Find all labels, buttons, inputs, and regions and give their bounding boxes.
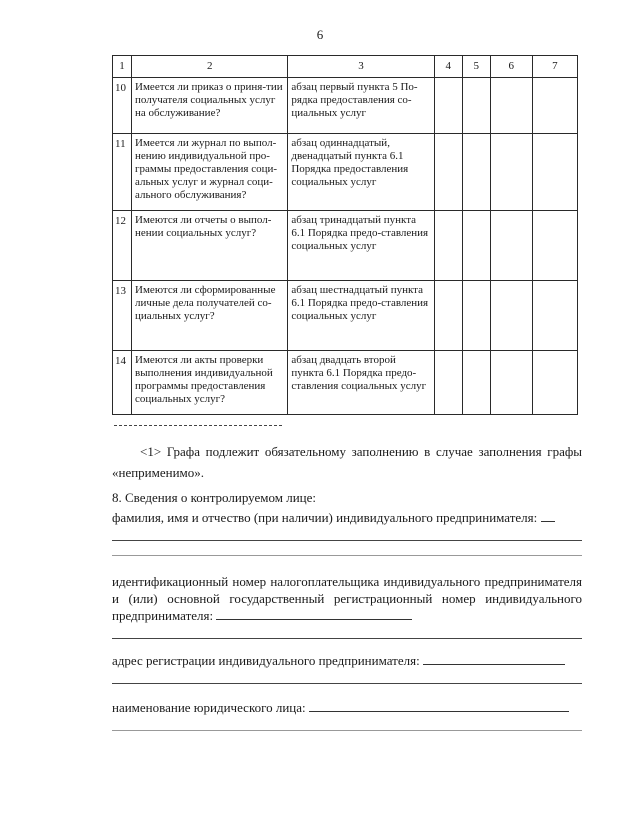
fio-blank-line[interactable] <box>112 526 582 541</box>
reference-cell: абзац одиннадцатый, двенадцатый пункта 6.1 Порядка предоставления социальных услуг <box>288 134 434 211</box>
address-field <box>112 652 582 684</box>
answer-cell-no[interactable] <box>462 78 490 134</box>
table-row <box>113 281 578 351</box>
legal-name-blank-line[interactable] <box>112 716 582 731</box>
answer-cell-yes[interactable] <box>434 78 462 134</box>
answer-cell-na[interactable] <box>490 351 532 415</box>
row-number: 14 <box>113 351 132 415</box>
answer-cell-yes[interactable] <box>434 211 462 281</box>
note-cell[interactable] <box>532 211 577 281</box>
table-row <box>113 78 578 134</box>
answer-cell-yes[interactable] <box>434 281 462 351</box>
address-blank-line[interactable] <box>112 669 582 684</box>
answer-cell-na[interactable] <box>490 281 532 351</box>
header-col-7: 7 <box>532 56 577 78</box>
question-cell: Имеются ли отчеты о выпол-нении социальных услуг? <box>132 211 288 281</box>
header-col-1: 1 <box>113 56 132 78</box>
answer-cell-no[interactable] <box>462 281 490 351</box>
row-number: 13 <box>113 281 132 351</box>
header-col-4: 4 <box>434 56 462 78</box>
header-col-2: 2 <box>132 56 288 78</box>
row-number: 11 <box>113 134 132 211</box>
reference-cell: абзац тринадцатый пункта 6.1 Порядка предо-ставления социальных услуг <box>288 211 434 281</box>
inn-label: идентификационный номер налогоплательщика индивидуального предпринимателя и (или) основной государственный регистрационный номер индивидуального предпринимателя: <box>112 574 582 623</box>
answer-cell-no[interactable] <box>462 211 490 281</box>
fio-blank-line[interactable] <box>112 541 582 556</box>
header-col-6: 6 <box>490 56 532 78</box>
answer-cell-na[interactable] <box>490 211 532 281</box>
page-number: 6 <box>316 27 324 42</box>
answer-cell-na[interactable] <box>490 134 532 211</box>
header-col-5: 5 <box>462 56 490 78</box>
legal-name-field <box>112 699 582 731</box>
table-row <box>113 134 578 211</box>
answer-cell-no[interactable] <box>462 134 490 211</box>
question-cell: Имеются ли акты проверки выполнения индивидуальной программы предоставления социальных услуг? <box>132 351 288 415</box>
note-cell[interactable] <box>532 281 577 351</box>
table-row <box>113 211 578 281</box>
address-input-line[interactable] <box>423 652 565 665</box>
answer-cell-yes[interactable] <box>434 134 462 211</box>
checklist-table <box>112 55 578 415</box>
question-cell: Имеются ли сформированные личные дела получателей со-циальных услуг? <box>132 281 288 351</box>
question-cell: Имеется ли приказ о приня-тии получателя социальных услуг на обслуживание? <box>132 78 288 134</box>
note-cell[interactable] <box>532 78 577 134</box>
header-col-3: 3 <box>288 56 434 78</box>
inn-field <box>112 573 582 639</box>
fio-input-line[interactable] <box>541 509 555 522</box>
fio-field <box>112 509 582 556</box>
reference-cell: абзац шестнадцатый пункта 6.1 Порядка предо-ставления социальных услуг <box>288 281 434 351</box>
answer-cell-no[interactable] <box>462 351 490 415</box>
section-heading: 8. Сведения о контролируемом лице: <box>112 490 317 505</box>
legal-name-label: наименование юридического лица: <box>112 699 582 716</box>
row-number: 12 <box>113 211 132 281</box>
inn-blank-line[interactable] <box>112 624 582 639</box>
reference-cell: абзац двадцать второй пункта 6.1 Порядка предо-ставления социальных услуг <box>288 351 434 415</box>
note-cell[interactable] <box>532 351 577 415</box>
address-label: адрес регистрации индивидуального предпринимателя: <box>112 652 582 669</box>
fio-label: фамилия, имя и отчество (при наличии) индивидуального предпринимателя: <box>112 509 582 526</box>
answer-cell-na[interactable] <box>490 78 532 134</box>
reference-cell: абзац первый пункта 5 По-рядка предоставления со-циальных услуг <box>288 78 434 134</box>
footnote-divider <box>114 425 282 426</box>
legal-name-input-line[interactable] <box>309 699 569 712</box>
question-cell: Имеется ли журнал по выпол-нению индивидуальной про-граммы предоставления соци-альных услуг и журнал соци-ального обслуживания? <box>132 134 288 211</box>
table-header-row <box>113 56 578 78</box>
row-number: 10 <box>113 78 132 134</box>
table-row <box>113 351 578 415</box>
footnote-text: <1> Графа подлежит обязательному заполнению в случае заполнения графы «неприменимо». <box>112 444 582 480</box>
answer-cell-yes[interactable] <box>434 351 462 415</box>
note-cell[interactable] <box>532 134 577 211</box>
inn-input-line[interactable] <box>216 607 412 620</box>
